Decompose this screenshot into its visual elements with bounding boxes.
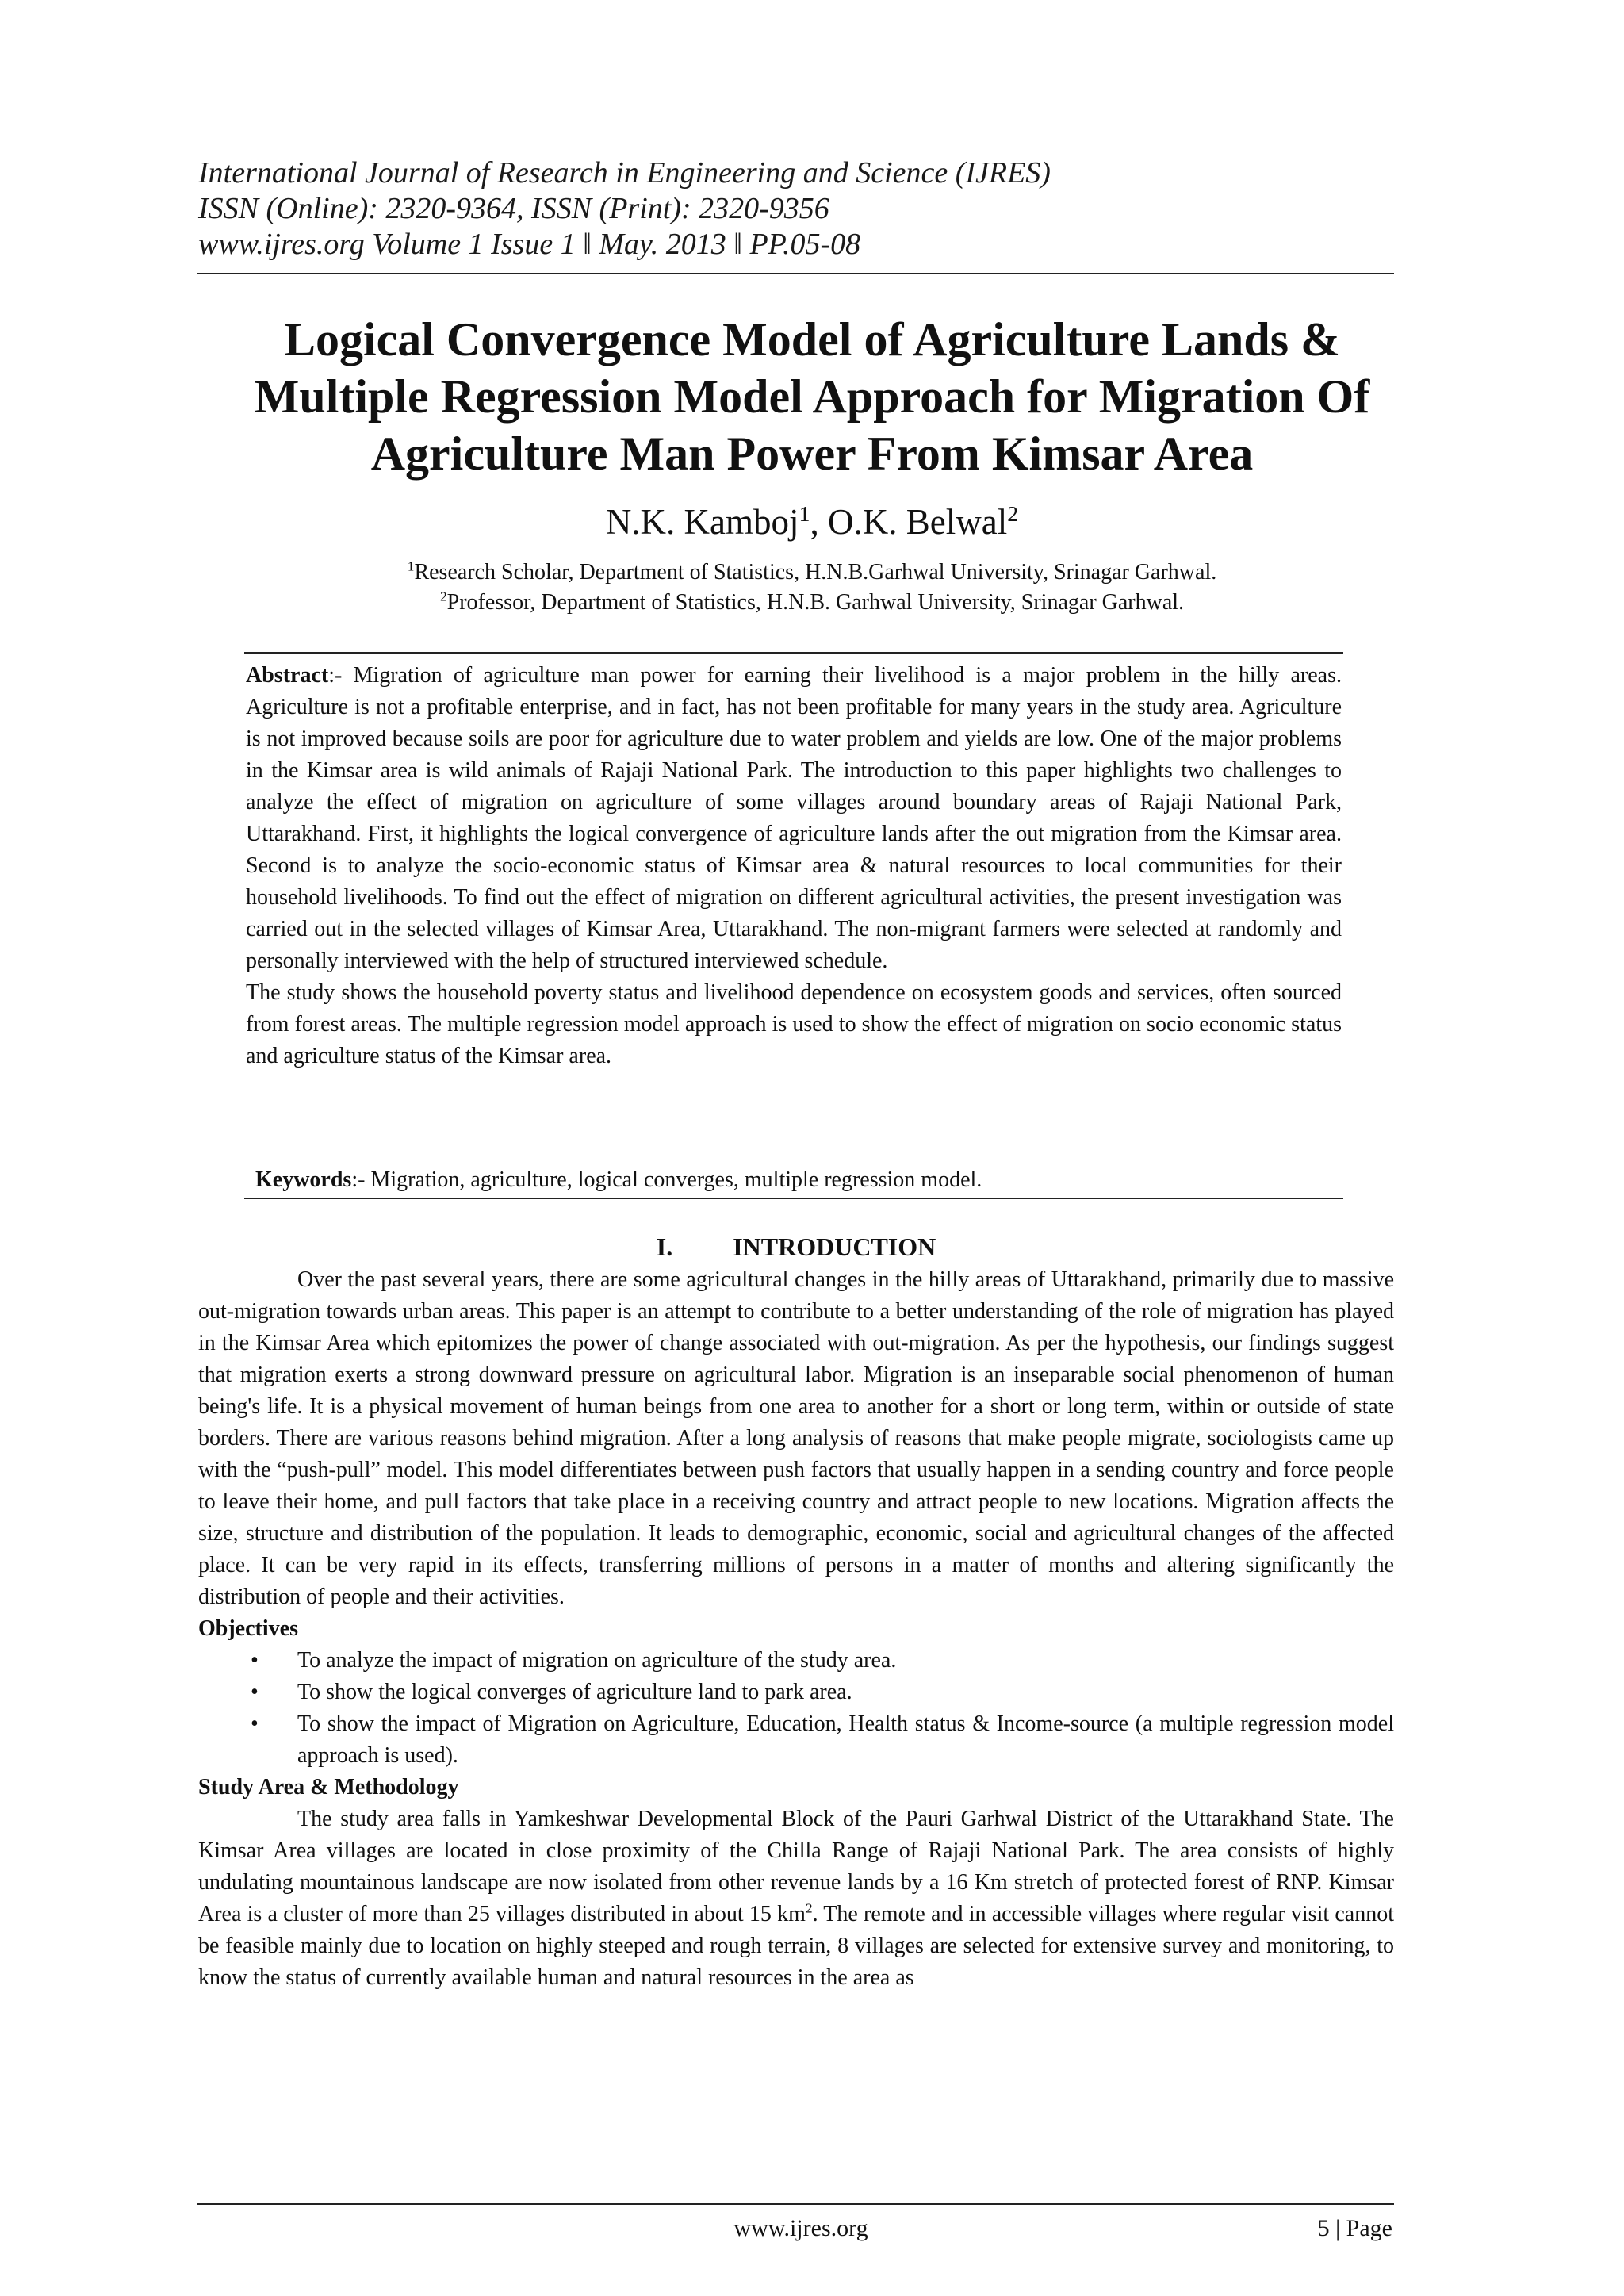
title-line: Agriculture Man Power From Kimsar Area: [370, 427, 1254, 480]
journal-volume: www.ijres.org Volume 1 Issue 1 ǁ May. 2013 ǁ PP.05-08: [198, 228, 861, 261]
objectives-heading: Objectives: [198, 1616, 298, 1641]
journal-name: International Journal of Research in Engineering and Science (IJRES): [198, 156, 1051, 190]
objectives-list: [198, 1645, 1394, 1772]
affiliation-superscript: 2: [439, 588, 447, 604]
abstract-separator: :-: [328, 663, 354, 688]
area-unit-superscript: 2: [805, 1900, 813, 1916]
introduction-paragraph: Over the past several years, there are some agricultural changes in the hilly areas of Uttarakhand, primarily due to massive out-migration towards urban areas. This paper is an attempt to contribute to a better understanding of the role of migration has played in the Kimsar Area which epitomizes the power of change associated with out-migration. As per the hypothesis, our findings suggest that migration exerts a strong downward pressure on agricultural labor. Migration is an inseparable social phenomenon of human being's life. It is a physical movement of human beings from one area to another for a short or long term, within or outside of state borders. There are various reasons behind migration. After a long analysis of reasons that make people migrate, sociologists came up with the “push-pull” model. This model differentiates between push factors that usually happen in a sending country and force people to leave their home, and pull factors that take place in a receiving country and attract people to new locations. Migration affects the size, structure and distribution of the population. It leads to demographic, economic, social and agricultural changes of the affected place. It can be very rapid in its effects, transferring millions of persons in a matter of months and altering significantly the distribution of people and their activities.: [198, 1267, 1394, 1609]
page-number: 5 | Page: [1317, 2215, 1392, 2241]
header-divider: [197, 273, 1394, 274]
section-number: I.: [656, 1232, 673, 1261]
abstract-paragraph: [246, 660, 1342, 977]
section-heading: [198, 1231, 1394, 1263]
objective-item: [198, 1677, 1394, 1708]
affiliation-text: Professor, Department of Statistics, H.N.B. Garhwal University, Srinagar Garhwal.: [446, 590, 1185, 615]
affiliation-superscript: 1: [407, 558, 415, 574]
author-name: N.K. Kamboj: [605, 502, 799, 542]
bullet-icon: •: [251, 1680, 259, 1704]
keywords: [255, 1164, 1350, 1196]
keywords-label: Keywords: [255, 1167, 352, 1192]
author-superscript: 1: [799, 502, 810, 527]
section-title: INTRODUCTION: [733, 1232, 936, 1261]
abstract-label: Abstract: [246, 663, 329, 688]
affiliation: [159, 588, 1465, 617]
affiliation: [159, 558, 1465, 587]
author-name: O.K. Belwal: [828, 502, 1008, 542]
study-area-paragraph: [198, 1803, 1394, 1994]
author-separator: ,: [810, 502, 828, 542]
study-area-text: The study area falls in Yamkeshwar Developmental Block of the Pauri Garhwal District of the Uttarakhand State. The Kimsar Area villages are located in close proximity of the Chilla Range of Rajaji National Park. The area consists of highly undulating mountainous landscape are now isolated from other revenue lands by a 16 Km stretch of protected forest of RNP. Kimsar Area is a cluster of more than 25 villages distributed in about 15 km: [198, 1807, 1394, 1926]
objective-text: To show the logical converges of agriculture land to park area.: [297, 1680, 852, 1704]
title-line: Multiple Regression Model Approach for Migration Of: [254, 370, 1370, 423]
keywords-separator: :-: [351, 1167, 371, 1192]
author-list: [159, 500, 1465, 544]
objective-item: [198, 1708, 1394, 1772]
study-area-text: . The remote and in accessible villages where regular visit cannot be feasible mainly due to location on highly steeped and rough terrain, 8 villages are selected for extensive survey and monitoring, to know the status of currently available human and natural resources in the area as: [198, 1902, 1395, 1990]
keywords-text: Migration, agriculture, logical converges, multiple regression model.: [370, 1167, 982, 1192]
author-superscript: 2: [1007, 502, 1019, 527]
abstract-bottom-divider: [244, 1198, 1343, 1199]
affiliation-text: Research Scholar, Department of Statistics, H.N.B.Garhwal University, Srinagar Garhwal.: [414, 560, 1217, 585]
bullet-icon: •: [251, 1648, 259, 1673]
abstract-paragraph: The study shows the household poverty status and livelihood dependence on ecosystem goods and services, often sourced from forest areas. The multiple regression model approach is used to show the effect of migration on socio economic status and agriculture status of the Kimsar area.: [246, 980, 1342, 1068]
objective-text: To analyze the impact of migration on agriculture of the study area.: [297, 1648, 897, 1673]
objective-item: [198, 1645, 1394, 1677]
journal-issn: ISSN (Online): 2320-9364, ISSN (Print): 2320-9356: [198, 192, 829, 225]
abstract-text: Migration of agriculture man power for earning their livelihood is a major problem in the hilly areas. Agriculture is not a profitable enterprise, and in fact, has not been profitable for many years in the study area. Agriculture is not improved because soils are poor for agriculture due to water problem and yields are low. One of the major problems in the Kimsar area is wild animals of Rajaji National Park. The introduction to this paper highlights two challenges to analyze the effect of migration on agriculture of some villages around boundary areas of Rajaji National Park, Uttarakhand. First, it highlights the logical convergence of agriculture lands after the out migration from the Kimsar area. Second is to analyze the socio-economic status of Kimsar area & natural resources to local communities for their household livelihoods. To find out the effect of migration on different agricultural activities, the present investigation was carried out in the selected villages of Kimsar Area, Uttarakhand. The non-migrant farmers were selected at randomly and personally interviewed with the help of structured interviewed schedule.: [246, 663, 1342, 973]
paper-title: [159, 311, 1465, 482]
title-line: Logical Convergence Model of Agriculture Lands &: [283, 313, 1341, 366]
bullet-icon: •: [251, 1711, 259, 1736]
journal-header: [198, 155, 1394, 263]
study-area-heading: Study Area & Methodology: [198, 1775, 459, 1800]
abstract-top-divider: [244, 652, 1343, 654]
footer-divider: [197, 2203, 1394, 2205]
abstract: [246, 660, 1342, 1072]
objective-text: To show the impact of Migration on Agriculture, Education, Health status & Income-source (a multiple regression model approach is used).: [297, 1711, 1394, 1768]
body-text: [198, 1264, 1394, 1994]
footer-url: www.ijres.org: [733, 2215, 868, 2241]
